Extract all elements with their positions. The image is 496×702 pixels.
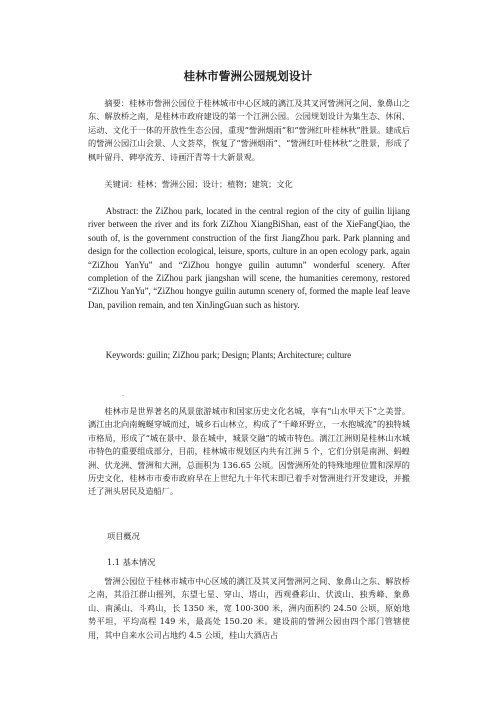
separator-mark xyxy=(122,395,124,396)
basic-info-paragraph: 訾洲公园位于桂林市城市中心区域的漓江及其叉河訾洲河之间、象鼻山之东、解放桥之南，其沿江群山摇列，东望七星、穿山、塔山，西观叠彩山、伏波山、独秀峰、象鼻山、南溪山、斗鸡山，长 1350 米，宽 100-300 米，洲内面积约 24.50 公顷，原始地势平坦，平均高程 149 米，最高处 150.20 米。建设前的訾洲公园由四个部门管辖使用，其中自来水公司占地约 4.5 公顷，桂山大酒店占 xyxy=(88,576,410,640)
abstract-chinese: 摘要：桂林市訾洲公园位于桂林城市中心区域的漓江及其叉河訾洲河之间、象鼻山之东、解放桥之南，是桂林市政府建设的第一个江洲公园。公园规划设计为集生态、休闲、运动、文化于一体的开放性生态公园，重现“訾洲烟雨”和“訾洲红叶桂林秋”胜景。建成后的訾洲公园江山会景、人文荟萃，恢复了“訾洲烟雨”、“訾洲红叶桂林秋”之胜景，形成了枫叶留丹、碑亭流芳、诗画汗青等十大新景观。 xyxy=(88,98,410,162)
intro-paragraph: 桂林市是世界著名的风景旅游城市和国家历史文化名城，享有“山水甲天下”之美誉。漓江由北向南蜿蜒穿城而过，城乡石山林立，构成了“千峰环野立，一水抱城流”的独特城市格局，形成了“城在景中、景在城中，城景交融”的城市特色。漓江江洲则是桂林山水城市特色的重要组成部分，目前，桂林城市规划区内共有江洲 5 个，它们分别是南洲、蚂蝗洲、伏龙洲、訾洲和大洲，总面积为 136.65 公顷。因訾洲所处的特殊地理位置和深厚的历史文化，桂林市市委市政府早在上世纪九十年代末即已着手对訾洲进行开发建设，并搬迁了洲头居民及造船厂。 xyxy=(88,406,410,497)
abstract-english: Abstract: the ZiZhou park, located in the central region of the city of guilin lijiang river between the river and its fork ZiZhou XiangBiShan, east of the XieFangQiao, the south of, is the government construction of the first JiangZhou park. Park planning and design for the collection ecological, leisure, sports, culture in an open ecology park, again “ZiZhou YanYu” and “ZiZhou hongye guilin autumn” wonderful scenery. After completion of the ZiZhou park jiangshan will scene, the humanities ceremony, restored “ZiZhou YanYu”, “ZiZhou hongye guilin autumn scenery of, formed the maple leaf leave Dan, pavilion remain, and ten XinJingGuan such as history. xyxy=(88,206,410,310)
keywords-english: Keywords: guilin; ZiZhou park; Design; Plants; Architecture; culture xyxy=(105,350,352,360)
paper-title: 桂林市訾洲公园规划设计 xyxy=(183,69,313,83)
keywords-chinese: 关键词：桂林；訾洲公园；设计；植物；建筑；文化 xyxy=(104,179,293,189)
subsection-heading: 1.1 基本情况 xyxy=(107,557,156,567)
section-heading: 项目概况 xyxy=(107,531,140,541)
